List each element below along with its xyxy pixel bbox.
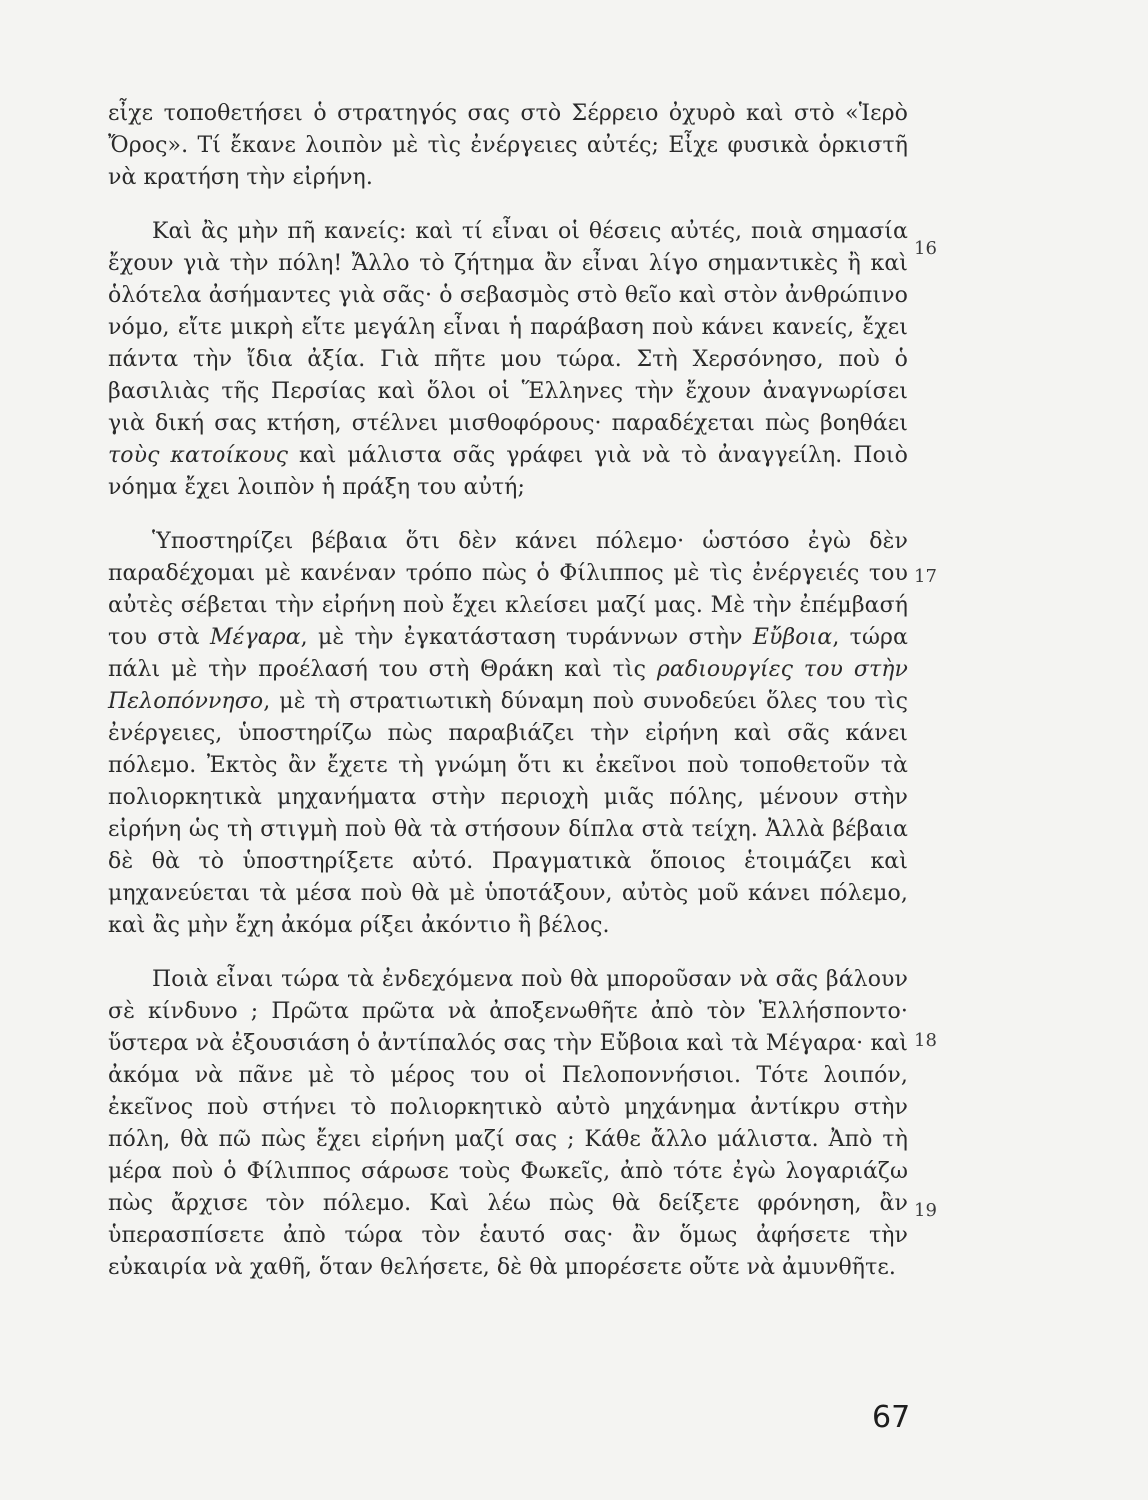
margin-section-number: 19 — [914, 1200, 937, 1221]
text-run: καὶ μάλιστα σᾶς γράφει γιὰ νὰ τὸ ἀναγγείλη. Ποιὸ νόημα ἔχει λοιπὸν ἡ πράξη του αὐτή; — [108, 443, 908, 500]
page-number: 67 — [872, 1400, 911, 1435]
text-run: , μὲ τὴν ἐγκατάσταση τυράννων στὴν — [300, 625, 753, 650]
paragraph — [108, 98, 908, 194]
paragraph — [108, 216, 908, 504]
text-run: εἶχε τοποθετήσει ὁ στρατηγός σας στὸ Σέρρειο ὀχυρὸ καὶ στὸ «Ἱερὸ Ὄρος». Τί ἔκανε λοιπὸν μὲ τὶς ἐνέργειες αὐτές; Εἶχε φυσικὰ ὁρκιστῆ νὰ κρατήση τὴν εἰρήνη. — [108, 101, 908, 190]
body-text — [108, 98, 908, 1284]
paragraph — [108, 526, 908, 942]
text-run: Καὶ ἂς μὴν πῆ κανείς: καὶ τί εἶναι οἱ θέσεις αὐτές, ποιὰ σημασία ἔχουν γιὰ τὴν πόλη! Ἄλλο τὸ ζήτημα ἂν εἶναι λίγο σημαντικὲς ἢ καὶ ὁλότελα ἀσήμαντες γιὰ σᾶς· ὁ σεβασμὸς στὸ θεῖο καὶ στὸν ἀνθρώπινο νόμο, εἴτε μικρὴ εἴτε μεγάλη εἶναι ἡ παράβαση ποὺ κάνει κανείς, ἔχει πάντα τὴν ἴδια ἀξία. Γιὰ πῆτε μου τώρα. Στὴ Χερσόνησο, ποὺ ὁ βασιλιὰς τῆς Περσίας καὶ ὅλοι οἱ Ἕλληνες τὴν ἔχουν ἀναγνωρίσει γιὰ δική σας κτήση, στέλνει μισθοφόρους· παραδέχεται πὼς βοηθάει — [108, 219, 908, 436]
text-run: , μὲ τὴ στρατιωτικὴ δύναμη ποὺ συνοδεύει ὅλες του τὶς ἐνέργειες, ὑποστηρίζω πὼς παραβιάζει τὴν εἰρήνη καὶ σᾶς κάνει πόλεμο. Ἐκτὸς ἂν ἔχετε τὴ γνώμη ὅτι κι ἐκεῖνοι ποὺ τοποθετοῦν τὰ πολιορκητικὰ μηχανήματα στὴν περιοχὴ μιᾶς πόλης, μένουν στὴν εἰρήνη ὡς τὴ στιγμὴ ποὺ θὰ τὰ στήσουν δίπλα στὰ τείχη. Ἀλλὰ βέβαια δὲ θὰ τὸ ὑποστηρίξετε αὐτό. Πραγματικὰ ὅποιος ἑτοιμάζει καὶ μηχανεύεται τὰ μέσα ποὺ θὰ μὲ ὑποτάξουν, αὐτὸς μοῦ κάνει πόλεμο, καὶ ἂς μὴν ἔχη ἀκόμα ρίξει ἀκόντιο ἢ βέλος. — [108, 689, 908, 938]
text-run: Ὑποστηρίζει βέβαια ὅτι δὲν κάνει πόλεμο· ὡστόσο ἐγὼ δὲν παραδέχομαι μὲ κανέναν τρόπο πὼς ὁ Φίλιππος μὲ τὶς ἐνέργειές του αὐτὲς σέβεται τὴν εἰρήνη ποὺ ἔχει κλείσει μαζί μας. Μὲ τὴν ἐπέμβασή του στὰ — [108, 529, 908, 650]
italic-text: Μέγαρα — [209, 625, 301, 650]
italic-text: τοὺς κατοίκους — [108, 443, 289, 468]
italic-text: ραδιουργίες του στὴν Πελοπόννησο — [108, 657, 908, 714]
italic-text: Εὔβοια — [752, 625, 833, 650]
text-run: Ποιὰ εἶναι τώρα τὰ ἐνδεχόμενα ποὺ θὰ μποροῦσαν νὰ σᾶς βάλουν σὲ κίνδυνο ; Πρῶτα πρῶτα νὰ ἀποξενωθῆτε ἀπὸ τὸν Ἑλλήσποντο· ὕστερα νὰ ἐξουσιάση ὁ ἀντίπαλός σας τὴν Εὔβοια καὶ τὰ Μέγαρα· καὶ ἀκόμα νὰ πᾶνε μὲ τὸ μέρος του οἱ Πελοποννήσιοι. Τότε λοιπόν, ἐκεῖνος ποὺ στήνει τὸ πολιορκητικὸ αὐτὸ μηχάνημα ἀντίκρυ στὴν πόλη, θὰ πῶ πὼς ἔχει εἰρήνη μαζί σας ; Κάθε ἄλλο μάλιστα. Ἀπὸ τὴ μέρα ποὺ ὁ Φίλιππος σάρωσε τοὺς Φωκεῖς, ἀπὸ τότε ἐγὼ λογαριάζω πὼς ἄρχισε τὸν πόλεμο. Καὶ λέω πὼς θὰ δείξετε φρόνηση, ἂν ὑπερασπίσετε ἀπὸ τώρα τὸν ἑαυτό σας· ἂν ὅμως ἀφήσετε τὴν εὐκαιρία νὰ χαθῆ, ὅταν θελήσετε, δὲ θὰ μπορέσετε οὔτε νὰ ἀμυνθῆτε. — [108, 967, 908, 1280]
text-run: , τώρα πάλι μὲ τὴν προέλασή του στὴ Θράκη καὶ τὶς — [108, 625, 908, 682]
margin-section-number: 17 — [914, 566, 937, 587]
margin-section-number: 16 — [914, 238, 937, 259]
paragraph — [108, 964, 908, 1284]
margin-section-number: 18 — [914, 1030, 937, 1051]
